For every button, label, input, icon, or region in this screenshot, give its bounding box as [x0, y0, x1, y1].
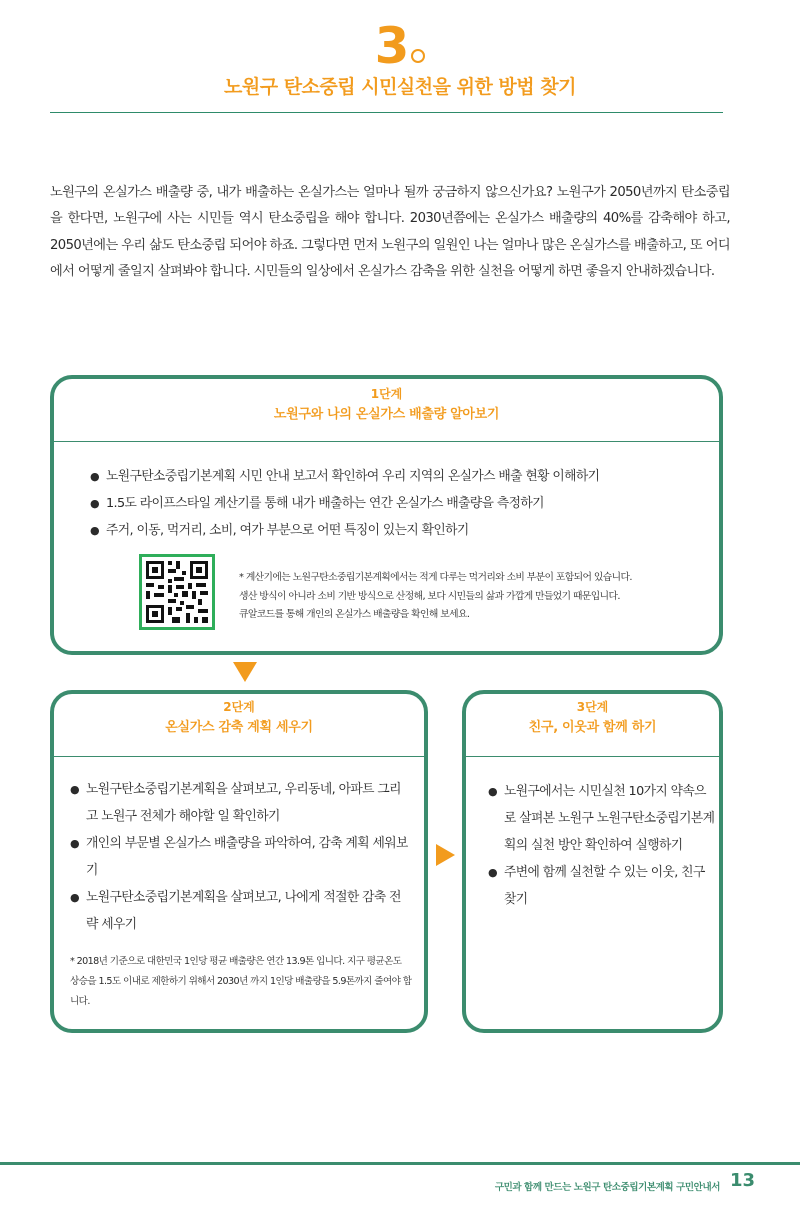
- step2-label: 2단계: [223, 700, 255, 714]
- arrow-right-icon: [436, 844, 455, 866]
- step2-note: * 2018년 기준으로 대한민국 1인당 평균 배출량은 연간 13.9톤 입니다. 지구 평균온도 상승을 1.5도 이내로 제한하기 위해서 2030년 까지 1인당 배출량을 5.9톤까지 줄여야 합니다.: [70, 956, 412, 1007]
- bullet-icon: ●: [70, 783, 79, 796]
- footer-divider: [0, 1162, 800, 1165]
- step3-label: 3단계: [576, 700, 609, 714]
- list-item: ● 1.5도 라이프스타일 계산기를 통해 내가 배출하는 연간 온실가스 배출량을 측정하기: [90, 490, 710, 517]
- step1-note: * 계산기에는 노원구탄소중립기본계획에서는 적게 다루는 먹거리와 소비 부분이 포함되어 있습니다. 생산 방식이 아니라 소비 기반 방식으로 산정해, 보다 시민들의 삶과 가깝게 만들었기 때문입니다. 큐알코드를 통해 개인의 온실가스 배출량을 확인해 보세요.: [239, 572, 632, 620]
- list-item: ● 개인의 부문별 온실가스 배출량을 파악하여, 감축 계획 세워보기: [70, 830, 410, 884]
- step2-box: [50, 690, 428, 1033]
- bullet-icon: ●: [90, 497, 99, 510]
- step1-label: 1단계: [370, 387, 403, 401]
- step3-box: [462, 690, 723, 1033]
- section-title: 노원구 탄소중립 시민실천을 위한 방법 찾기: [224, 76, 576, 98]
- list-item: ● 주거, 이동, 먹거리, 소비, 여가 부분으로 어떤 특징이 있는지 확인하기: [90, 517, 710, 544]
- bullet-icon: ●: [70, 891, 79, 904]
- step2-divider: [54, 756, 424, 757]
- list-item: ● 주변에 함께 실천할 수 있는 이웃, 친구 찾기: [488, 859, 716, 913]
- page-number: 13: [730, 1170, 756, 1191]
- bullet-icon: ●: [90, 470, 99, 483]
- arrow-down-icon: [233, 662, 257, 682]
- bullet-icon: ●: [488, 866, 497, 879]
- step3-title: 친구, 이웃과 함께 하기: [528, 720, 657, 735]
- list-item: ● 노원구탄소중립기본계획을 살펴보고, 나에게 적절한 감축 전략 세우기: [70, 884, 410, 938]
- bullet-icon: ●: [70, 837, 79, 850]
- qr-code-icon[interactable]: [139, 554, 215, 630]
- step1-title: 노원구와 나의 온실가스 배출량 알아보기: [273, 407, 500, 422]
- step2-title: 온실가스 감축 계획 세우기: [165, 720, 313, 735]
- step1-divider: [54, 441, 719, 442]
- footer-title: 구민과 함께 만드는 노원구 탄소중립기본계획 구민안내서: [494, 1182, 720, 1193]
- step1-bullet-list: [90, 463, 710, 544]
- step3-header: [466, 697, 719, 739]
- step3-divider: [466, 756, 719, 757]
- step1-box: [50, 375, 723, 655]
- step2-header: [54, 697, 424, 739]
- circle-mark-icon: [411, 49, 425, 63]
- qr-code-graphic: [142, 557, 212, 627]
- step1-header: [54, 384, 719, 426]
- title-divider: [50, 112, 723, 113]
- intro-paragraph: 노원구의 온실가스 배출량 중, 내가 배출하는 온실가스는 얼마나 될까 궁금하지 않으신가요? 노원구가 2050년까지 탄소중립을 한다면, 노원구에 사는 시민들 역시 탄소중립을 해야 합니다. 2030년쯤에는 온실가스 배출량의 40%를 감축해야 하고, 2050년에는 우리 삶도 탄소중립 되어야 하죠. 그렇다면 먼저 노원구의 일원인 나는 얼마나 많은 온실가스를 배출하고, 또 어디에서 어떻게 줄일지 살펴봐야 합니다. 시민들의 일상에서 온실가스 감축을 위한 실천을 어떻게 하면 좋을지 안내하겠습니다.: [50, 185, 730, 280]
- step3-bullet-list: [488, 778, 716, 913]
- list-item: ● 노원구탄소중립기본계획을 살펴보고, 우리동네, 아파트 그리고 노원구 전체가 해야할 일 확인하기: [70, 776, 410, 830]
- step2-bullet-list: [70, 776, 410, 938]
- list-item: ● 노원구탄소중립기본계획 시민 안내 보고서 확인하여 우리 지역의 온실가스 배출 현황 이해하기: [90, 463, 710, 490]
- section-number: 3: [0, 18, 800, 74]
- bullet-icon: ●: [488, 785, 497, 798]
- bullet-icon: ●: [90, 524, 99, 537]
- list-item: ● 노원구에서는 시민실천 10가지 약속으로 살펴본 노원구 노원구탄소중립기본계획의 실천 방안 확인하여 실행하기: [488, 778, 716, 859]
